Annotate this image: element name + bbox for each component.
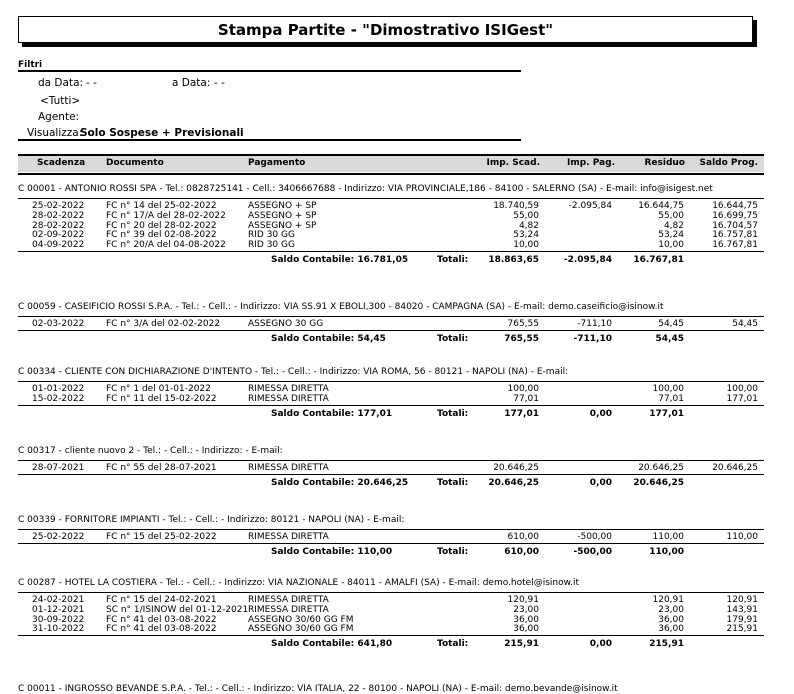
saldo-contabile: Saldo Contabile: 641,80 bbox=[271, 639, 393, 650]
cell-scadenza: 15-02-2022 bbox=[32, 393, 85, 404]
client-rule bbox=[18, 460, 764, 461]
total-imp-scad: 215,91 bbox=[504, 639, 539, 650]
agente-label: Agente: bbox=[38, 111, 80, 123]
cell-residuo: 110,00 bbox=[652, 532, 684, 542]
client-header: C 00317 - cliente nuovo 2 - Tel.: - Cell.: - Indirizzo: - E-mail: bbox=[18, 446, 283, 456]
cell-residuo: 20.646,25 bbox=[638, 463, 684, 473]
cell-imp-scad: 36,00 bbox=[513, 614, 539, 625]
saldo-contabile: Saldo Contabile: 110,00 bbox=[271, 546, 393, 557]
cell-residuo: 10,00 bbox=[658, 240, 684, 251]
cell-saldo-prog: 54,45 bbox=[732, 319, 758, 329]
client-rule bbox=[18, 198, 764, 199]
total-residuo: 215,91 bbox=[649, 639, 684, 650]
total-imp-scad: 765,55 bbox=[504, 333, 539, 344]
cell-saldo-prog: 100,00 bbox=[726, 384, 758, 394]
cell-scadenza: 30-09-2022 bbox=[32, 614, 85, 625]
cell-pagamento: RIMESSA DIRETTA bbox=[248, 532, 329, 542]
da-data-value: - - bbox=[86, 77, 97, 89]
cell-documento: FC n° 20 del 28-02-2022 bbox=[106, 220, 217, 231]
filters-divider bbox=[18, 70, 521, 72]
total-imp-pag: -2.095,84 bbox=[563, 255, 612, 265]
cell-residuo: 36,00 bbox=[658, 624, 684, 635]
cell-imp-scad: 77,01 bbox=[513, 393, 539, 404]
client-header: C 00011 - INGROSSO BEVANDE S.P.A. - Tel.: - Cell.: - Indirizzo: VIA ITALIA, 22 - 80100 - NAPOLI (NA) - E-mail: demo.bevande@isinow.it bbox=[18, 684, 618, 694]
cell-imp-scad: 53,24 bbox=[513, 230, 539, 241]
cell-documento: FC n° 15 del 25-02-2022 bbox=[106, 532, 217, 542]
cell-residuo: 53,24 bbox=[658, 230, 684, 241]
total-imp-scad: 20.646,25 bbox=[488, 477, 539, 488]
cell-documento: FC n° 41 del 03-08-2022 bbox=[106, 614, 217, 625]
cell-pagamento: RID 30 GG bbox=[248, 230, 295, 241]
filters-bottom-divider bbox=[18, 139, 521, 141]
cell-saldo-prog: 16.704,57 bbox=[712, 220, 758, 231]
saldo-contabile: Saldo Contabile: 177,01 bbox=[271, 408, 393, 419]
report-title: Stampa Partite - "Dimostrativo ISIGest" bbox=[18, 16, 753, 43]
total-residuo: 177,01 bbox=[649, 408, 684, 419]
client-header: C 00001 - ANTONIO ROSSI SPA - Tel.: 0828725141 - Cell.: 3406667688 - Indirizzo: VIA PROVINCIALE,186 - 84100 - SALERNO (SA) - E-mail: info@isigest.net bbox=[18, 184, 713, 194]
cell-imp-scad: 10,00 bbox=[513, 240, 539, 251]
cell-residuo: 36,00 bbox=[658, 614, 684, 625]
totals-label: Totali: bbox=[437, 333, 469, 344]
cell-saldo-prog: 143,91 bbox=[726, 604, 758, 615]
client-rule bbox=[18, 381, 764, 382]
client-header: C 00339 - FORNITORE IMPIANTI - Tel.: - Cell.: - Indirizzo: 80121 - NAPOLI (NA) - E-mail: bbox=[18, 515, 405, 525]
cell-saldo-prog: 16.757,81 bbox=[712, 230, 758, 241]
rows-rule bbox=[18, 474, 764, 475]
col-residuo: Residuo bbox=[644, 158, 685, 168]
cell-imp-pag: -711,10 bbox=[577, 319, 612, 329]
cell-documento: FC n° 39 del 02-08-2022 bbox=[106, 230, 217, 241]
cell-residuo: 120,91 bbox=[652, 595, 684, 605]
col-imp-scad: Imp. Scad. bbox=[486, 158, 540, 168]
rows-rule bbox=[18, 405, 764, 406]
cell-pagamento: RIMESSA DIRETTA bbox=[248, 384, 329, 394]
a-data-label: a Data: bbox=[172, 77, 211, 89]
cell-scadenza: 01-12-2021 bbox=[32, 604, 85, 615]
total-imp-scad: 177,01 bbox=[504, 408, 539, 419]
client-rule bbox=[18, 592, 764, 593]
totals-label: Totali: bbox=[437, 639, 469, 650]
cell-scadenza: 25-02-2022 bbox=[32, 201, 85, 211]
cell-pagamento: ASSEGNO + SP bbox=[248, 220, 317, 231]
cell-imp-scad: 4,82 bbox=[518, 220, 539, 231]
cell-saldo-prog: 20.646,25 bbox=[712, 463, 758, 473]
col-imp-pag: Imp. Pag. bbox=[566, 158, 615, 168]
total-imp-pag: -500,00 bbox=[573, 546, 612, 557]
cell-imp-scad: 610,00 bbox=[507, 532, 539, 542]
saldo-contabile: Saldo Contabile: 54,45 bbox=[271, 333, 386, 344]
total-imp-pag: 0,00 bbox=[589, 477, 612, 488]
cell-imp-scad: 20.646,25 bbox=[493, 463, 539, 473]
cell-documento: SC n° 1/ISINOW del 01-12-2021 bbox=[106, 604, 249, 615]
col-documento: Documento bbox=[106, 158, 164, 168]
cell-scadenza: 28-07-2021 bbox=[32, 463, 85, 473]
total-residuo: 54,45 bbox=[655, 333, 684, 344]
cell-scadenza: 28-02-2022 bbox=[32, 210, 85, 221]
client-header: C 00334 - CLIENTE CON DICHIARAZIONE D'INTENTO - Tel.: - Cell.: - Indirizzo: VIA ROMA, 56 - 80121 - NAPOLI (NA) - E-mail: bbox=[18, 367, 569, 377]
totals-label: Totali: bbox=[437, 546, 469, 557]
totals-label: Totali: bbox=[437, 255, 469, 265]
client-header: C 00287 - HOTEL LA COSTIERA - Tel.: - Cell.: - Indirizzo: VIA NAZIONALE - 84011 - AMALFI (SA) - E-mail: demo.hotel@isinow.it bbox=[18, 578, 580, 588]
cell-documento: FC n° 17/A del 28-02-2022 bbox=[106, 210, 226, 221]
total-imp-pag: -711,10 bbox=[573, 333, 612, 344]
cell-pagamento: RIMESSA DIRETTA bbox=[248, 393, 329, 404]
col-pagamento: Pagamento bbox=[248, 158, 306, 168]
cell-pagamento: ASSEGNO 30/60 GG FM bbox=[248, 614, 354, 625]
cell-documento: FC n° 41 del 03-08-2022 bbox=[106, 624, 217, 635]
cell-scadenza: 01-01-2022 bbox=[32, 384, 85, 394]
cell-documento: FC n° 3/A del 02-02-2022 bbox=[106, 319, 221, 329]
cell-pagamento: ASSEGNO 30 GG bbox=[248, 319, 324, 329]
cell-scadenza: 24-02-2021 bbox=[32, 595, 85, 605]
rows-rule bbox=[18, 251, 764, 252]
cell-saldo-prog: 215,91 bbox=[726, 624, 758, 635]
total-residuo: 16.767,81 bbox=[633, 255, 684, 265]
total-imp-pag: 0,00 bbox=[589, 639, 612, 650]
cell-scadenza: 02-03-2022 bbox=[32, 319, 85, 329]
cell-scadenza: 25-02-2022 bbox=[32, 532, 85, 542]
total-residuo: 110,00 bbox=[649, 546, 684, 557]
cell-imp-scad: 55,00 bbox=[513, 210, 539, 221]
cell-pagamento: ASSEGNO 30/60 GG FM bbox=[248, 624, 354, 635]
cell-residuo: 100,00 bbox=[652, 384, 684, 394]
cell-residuo: 23,00 bbox=[658, 604, 684, 615]
visualizza-label: Visualizza: bbox=[27, 127, 83, 139]
client-header: C 00059 - CASEIFICIO ROSSI S.P.A. - Tel.: - Cell.: - Indirizzo: VIA SS.91 X EBOLI,300 - 84020 - CAMPAGNA (SA) - E-mail: demo.caseificio@isinow.it bbox=[18, 302, 664, 312]
total-imp-pag: 0,00 bbox=[589, 408, 612, 419]
cell-saldo-prog: 16.767,81 bbox=[712, 240, 758, 251]
rows-rule bbox=[18, 635, 764, 636]
cell-imp-scad: 100,00 bbox=[507, 384, 539, 394]
cell-saldo-prog: 179,91 bbox=[726, 614, 758, 625]
cell-pagamento: RID 30 GG bbox=[248, 240, 295, 251]
cell-pagamento: ASSEGNO + SP bbox=[248, 210, 317, 221]
totals-label: Totali: bbox=[437, 408, 469, 419]
cell-scadenza: 31-10-2022 bbox=[32, 624, 85, 635]
a-data-value: - - bbox=[214, 77, 225, 89]
cell-saldo-prog: 16.644,75 bbox=[712, 201, 758, 211]
cell-documento: FC n° 11 del 15-02-2022 bbox=[106, 393, 217, 404]
da-data-label: da Data: bbox=[38, 77, 84, 89]
cell-imp-scad: 765,55 bbox=[507, 319, 539, 329]
cell-imp-scad: 23,00 bbox=[513, 604, 539, 615]
cell-saldo-prog: 16.699,75 bbox=[712, 210, 758, 221]
header-bottom-rule bbox=[18, 173, 764, 175]
cell-documento: FC n° 20/A del 04-08-2022 bbox=[106, 240, 226, 251]
cell-saldo-prog: 110,00 bbox=[726, 532, 758, 542]
cell-imp-scad: 18.740,59 bbox=[493, 201, 539, 211]
total-imp-scad: 18.863,65 bbox=[488, 255, 539, 265]
cell-imp-scad: 120,91 bbox=[507, 595, 539, 605]
cell-pagamento: RIMESSA DIRETTA bbox=[248, 604, 329, 615]
client-rule bbox=[18, 316, 764, 317]
total-imp-scad: 610,00 bbox=[504, 546, 539, 557]
cell-saldo-prog: 177,01 bbox=[726, 393, 758, 404]
col-saldo-prog: Saldo Prog. bbox=[699, 158, 758, 168]
cell-residuo: 77,01 bbox=[658, 393, 684, 404]
cell-saldo-prog: 120,91 bbox=[726, 595, 758, 605]
filters-heading: Filtri bbox=[18, 60, 43, 70]
cell-residuo: 16.644,75 bbox=[638, 201, 684, 211]
cell-scadenza: 04-09-2022 bbox=[32, 240, 85, 251]
visualizza-value: Solo Sospese + Previsionali bbox=[80, 127, 244, 139]
cell-documento: FC n° 1 del 01-01-2022 bbox=[106, 384, 211, 394]
rows-rule bbox=[18, 543, 764, 544]
cell-residuo: 54,45 bbox=[658, 319, 684, 329]
cell-pagamento: RIMESSA DIRETTA bbox=[248, 463, 329, 473]
cell-pagamento: ASSEGNO + SP bbox=[248, 201, 317, 211]
cell-residuo: 55,00 bbox=[658, 210, 684, 221]
cell-documento: FC n° 15 del 24-02-2021 bbox=[106, 595, 217, 605]
filter-tutti: <Tutti> bbox=[40, 95, 81, 107]
cell-scadenza: 28-02-2022 bbox=[32, 220, 85, 231]
col-scadenza: Scadenza bbox=[37, 158, 86, 168]
client-rule bbox=[18, 529, 764, 530]
saldo-contabile: Saldo Contabile: 20.646,25 bbox=[271, 477, 409, 488]
rows-rule bbox=[18, 330, 764, 331]
cell-documento: FC n° 55 del 28-07-2021 bbox=[106, 463, 217, 473]
cell-imp-scad: 36,00 bbox=[513, 624, 539, 635]
cell-residuo: 4,82 bbox=[663, 220, 684, 231]
cell-scadenza: 02-09-2022 bbox=[32, 230, 85, 241]
total-residuo: 20.646,25 bbox=[633, 477, 684, 488]
saldo-contabile: Saldo Contabile: 16.781,05 bbox=[271, 255, 409, 265]
cell-documento: FC n° 14 del 25-02-2022 bbox=[106, 201, 217, 211]
cell-imp-pag: -500,00 bbox=[577, 532, 612, 542]
cell-imp-pag: -2.095,84 bbox=[568, 201, 612, 211]
totals-label: Totali: bbox=[437, 477, 469, 488]
cell-pagamento: RIMESSA DIRETTA bbox=[248, 595, 329, 605]
